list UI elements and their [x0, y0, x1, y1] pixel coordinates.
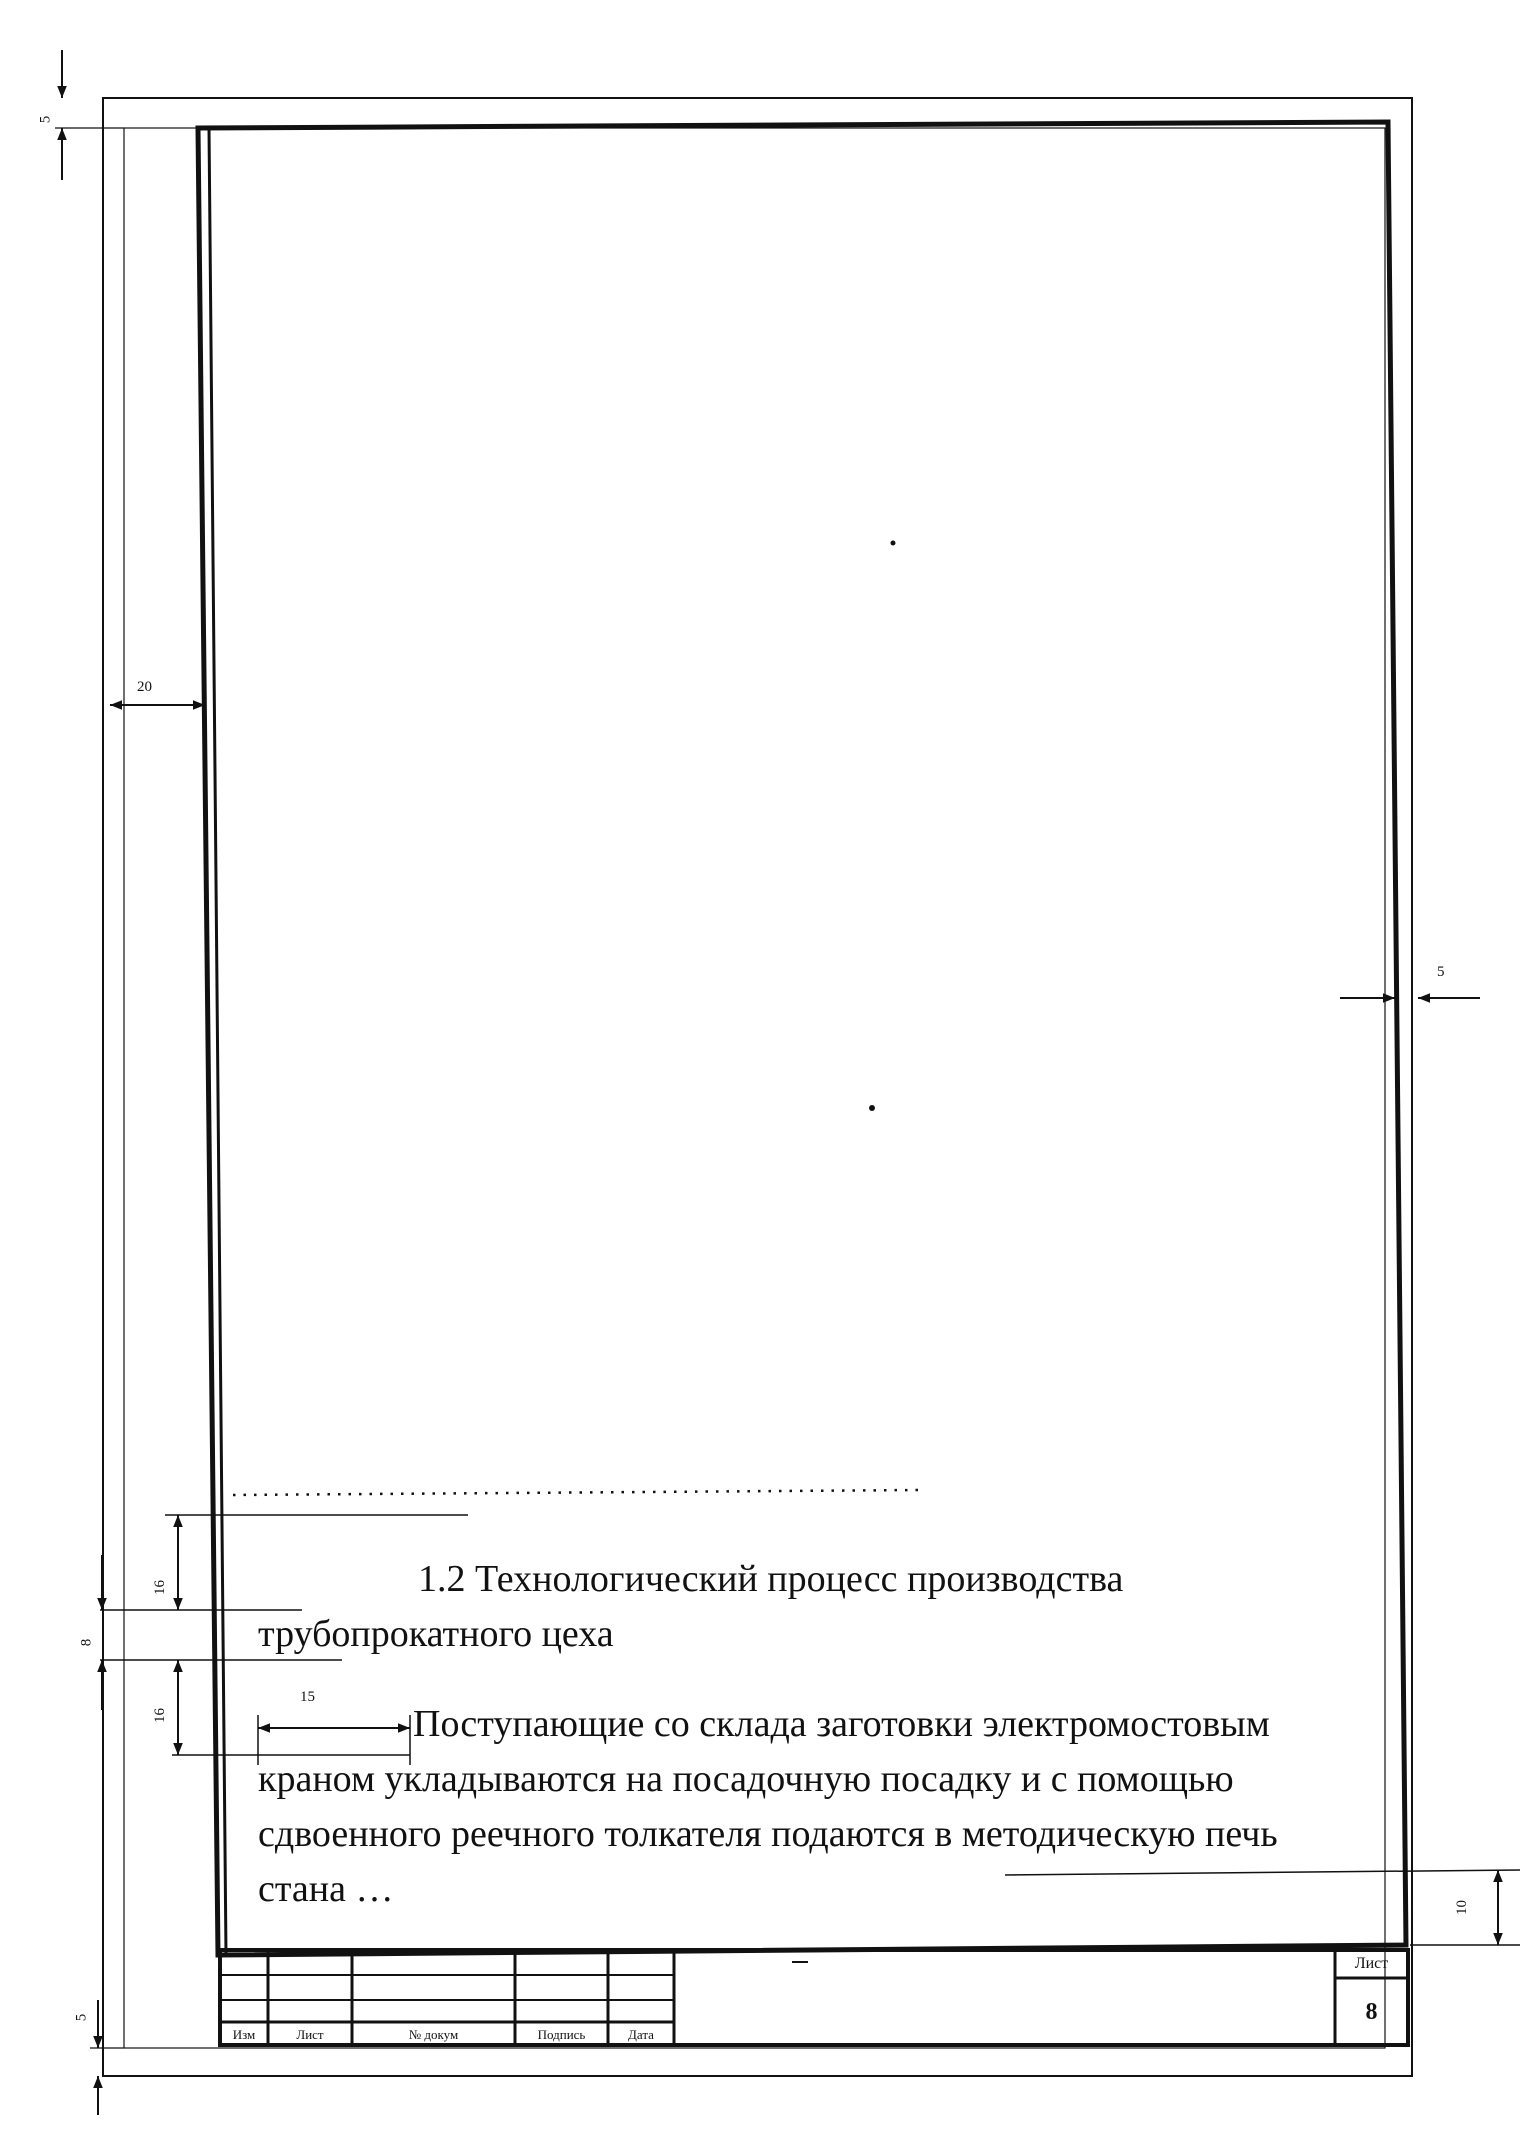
paragraph-line: краном укладываются на посадочную посадку и с помощью: [258, 1758, 1234, 1800]
section-heading-line1: 1.2 Технологический процесс производства: [418, 1558, 1124, 1600]
heading-top-label: 16: [152, 1580, 168, 1595]
section-heading-line2: трубопрокатного цеха: [258, 1613, 614, 1655]
top-margin-label: 5: [37, 115, 54, 124]
indent-label: 15: [300, 1689, 315, 1705]
paragraph-line: сдвоенного реечного толкателя подаются в методическую печь: [258, 1813, 1278, 1855]
inner-frame: [198, 122, 1406, 1955]
heading-gap-label: 8: [78, 1638, 95, 1647]
right-margin-label: 5: [1437, 964, 1445, 980]
title-block-date: Дата: [628, 2026, 654, 2042]
paragraph-line: стана …: [258, 1868, 394, 1910]
sheet-number: 8: [1365, 1998, 1378, 2025]
text-bottom-label: 10: [1454, 1900, 1470, 1915]
bottom-margin-label: 5: [73, 2013, 90, 2022]
title-block-doc-number: № докум: [408, 2026, 459, 2042]
title-block-signature: Подпись: [537, 2026, 586, 2042]
dotted-separator: [233, 1490, 920, 1495]
title-block-list: Лист: [296, 2026, 324, 2042]
sheet-label: Лист: [1354, 1955, 1389, 1972]
paragraph-line: Поступающие со склада заготовки электромостовым: [413, 1703, 1270, 1745]
heading-bottom-label: 16: [152, 1708, 168, 1723]
left-margin-label: 20: [137, 679, 152, 695]
title-block-izm: Изм: [232, 2026, 256, 2042]
